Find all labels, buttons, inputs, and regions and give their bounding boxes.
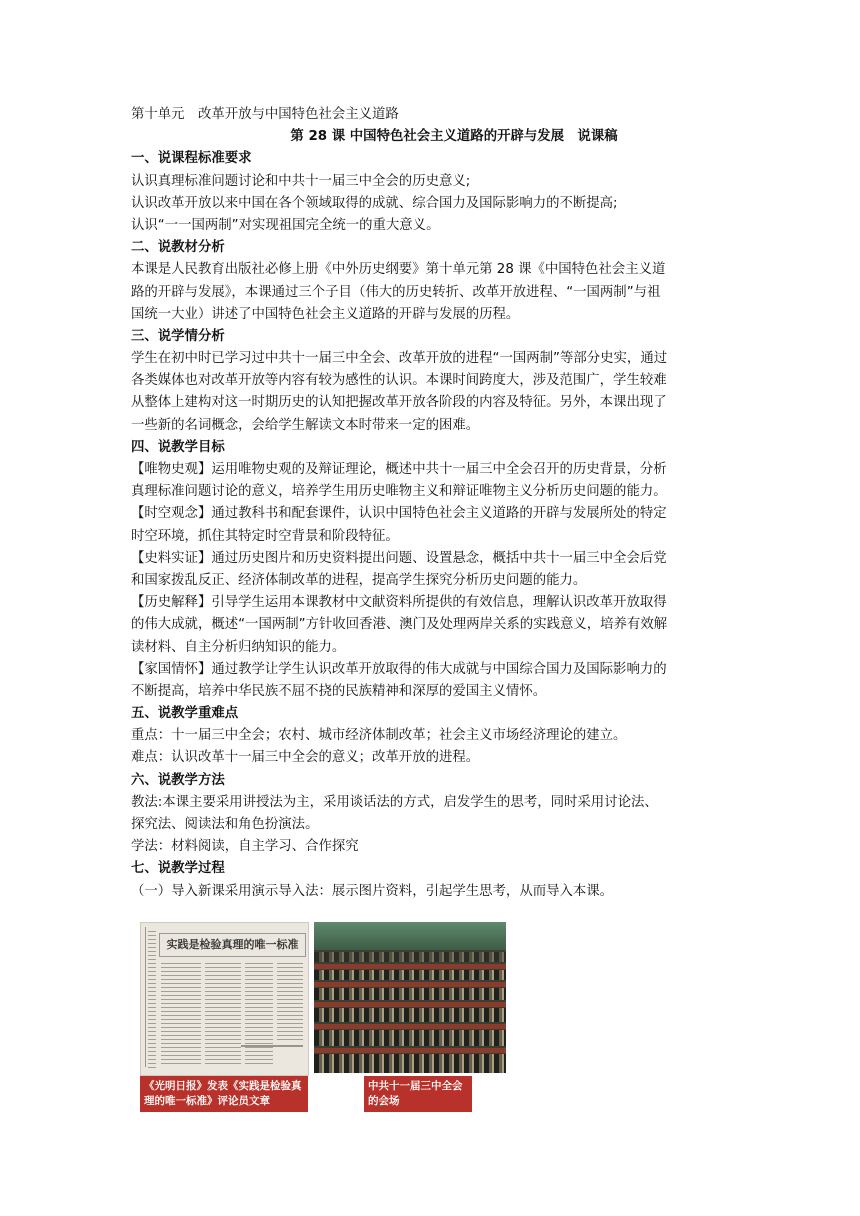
paragraph-line: 真理标准问题讨论的意义，培养学生用历史唯物主义和辩证唯物主义分析历史问题的能力。 [131,484,667,500]
caption-plenary: 中共十一届三中全会的会场 [364,1076,472,1112]
paragraph-line: 【家国情怀】通过教学让学生认识改革开放取得的伟大成就与中国综合国力及国际影响力的 [131,661,667,677]
paragraph-line: 从整体上建构对这一时期历史的认知把握改革开放各阶段的内容及特征。另外，本课出现了 [131,395,667,411]
paragraph-line: 【时空观念】通过教科书和配套课件，认识中国特色社会主义道路的开辟与发展所处的特定 [131,506,667,522]
newspaper-headline: 实践是检验真理的唯一标准 [159,933,306,957]
section-standards [131,148,731,237]
section-heading: 四、说教学目标 [131,439,225,455]
section-students [131,326,731,437]
section-heading: 七、说教学过程 [131,861,225,877]
section-heading: 五、说教学重难点 [131,706,239,722]
section-key-points [131,703,731,770]
paragraph-line: 读材料、自主分析归纳知识的能力。 [131,639,346,655]
section-heading: 一、说课程标准要求 [131,151,252,167]
paragraph-line: 学法：材料阅读，自主学习、合作探究 [131,839,359,855]
plenary-session-image [314,922,506,1073]
paragraph-line: 认识改革开放以来中国在各个领域取得的成就、综合国力及国际影响力的不断提高; [131,195,618,211]
figure-group [140,922,520,1112]
paragraph-line: 教法:本课主要采用讲授法为主，采用谈话法的方式，启发学生的思考，同时采用讨论法、 [131,794,658,810]
section-heading: 六、说教学方法 [131,772,225,788]
paragraph-line: 探究法、阅读法和角色扮演法。 [131,817,319,832]
document-body [131,104,731,903]
section-objectives [131,437,731,703]
paragraph-line: 认识“一一国两制”对实现祖国完全统一的重大意义。 [131,217,440,233]
paragraph-line: 学生在初中时已学习过中共十一届三中全会、改革开放的进程“一国两制”等部分史实，通过 [131,351,668,367]
paragraph-line: 认识真理标准问题讨论和中共十一届三中全会的历史意义; [131,173,471,189]
paragraph-line: 一些新的名词概念，会给学生解读文本时带来一定的困难。 [131,417,480,433]
paragraph-line: 【史料实证】通过历史图片和历史资料提出问题、设置悬念，概括中共十一届三中全会后党 [131,550,667,566]
section-methods [131,770,731,859]
newspaper-image [140,922,309,1076]
paragraph-line: 时空环境，抓住其特定时空背景和阶段特征。 [131,528,399,544]
unit-title: 第十单元 改革开放与中国特色社会主义道路 [131,107,399,122]
paragraph-line: 国统一大业）讲述了中国特色社会主义道路的开辟与发展的历程。 [131,306,520,322]
section-textbook [131,237,731,326]
paragraph-line: （一）导入新课采用演示导入法：展示图片资料，引起学生思考，从而导入本课。 [131,883,614,899]
paragraph-line: 【唯物史观】运用唯物史观的及辩证理论，概述中共十一届三中全会召开的历史背景，分析 [131,462,667,477]
section-process [131,858,731,902]
section-heading: 三、说学情分析 [131,328,225,344]
paragraph-line: 难点：认识改革十一届三中全会的意义；改革开放的进程。 [131,750,480,766]
paragraph-line: 不断提高，培养中华民族不屈不挠的民族精神和深厚的爱国主义情怀。 [131,683,547,699]
paragraph-line: 各类媒体也对改革开放等内容有较为感性的认识。本课时间跨度大，涉及范围广，学生较难 [131,373,667,389]
paragraph-line: 路的开辟与发展》，本课通过三个子目（伟大的历史转折、改革开放进程、“一国两制”与祖 [131,284,661,300]
paragraph-line: 本课是人民教育出版社必修上册《中外历史纲要》第十单元第 28 课《中国特色社会主义道 [131,262,666,278]
lesson-title: 第 28 课 中国特色社会主义道路的开辟与发展 说课稿 [290,129,618,145]
section-heading: 二、说教材分析 [131,240,225,256]
paragraph-line: 重点：十一届三中全会；农村、城市经济体制改革；社会主义市场经济理论的建立。 [131,728,627,744]
paragraph-line: 和国家拨乱反正、经济体制改革的进程，提高学生探究分析历史问题的能力。 [131,572,587,588]
caption-newspaper: 《光明日报》发表《实践是检验真理的唯一标准》评论员文章 [140,1076,308,1112]
paragraph-line: 【历史解释】引导学生运用本课教材中文献资料所提供的有效信息，理解认识改革开放取得 [131,595,667,611]
paragraph-line: 的伟大成就，概述“一国两制”方针收回香港、澳门及处理两岸关系的实践意义，培养有效解 [131,617,668,633]
